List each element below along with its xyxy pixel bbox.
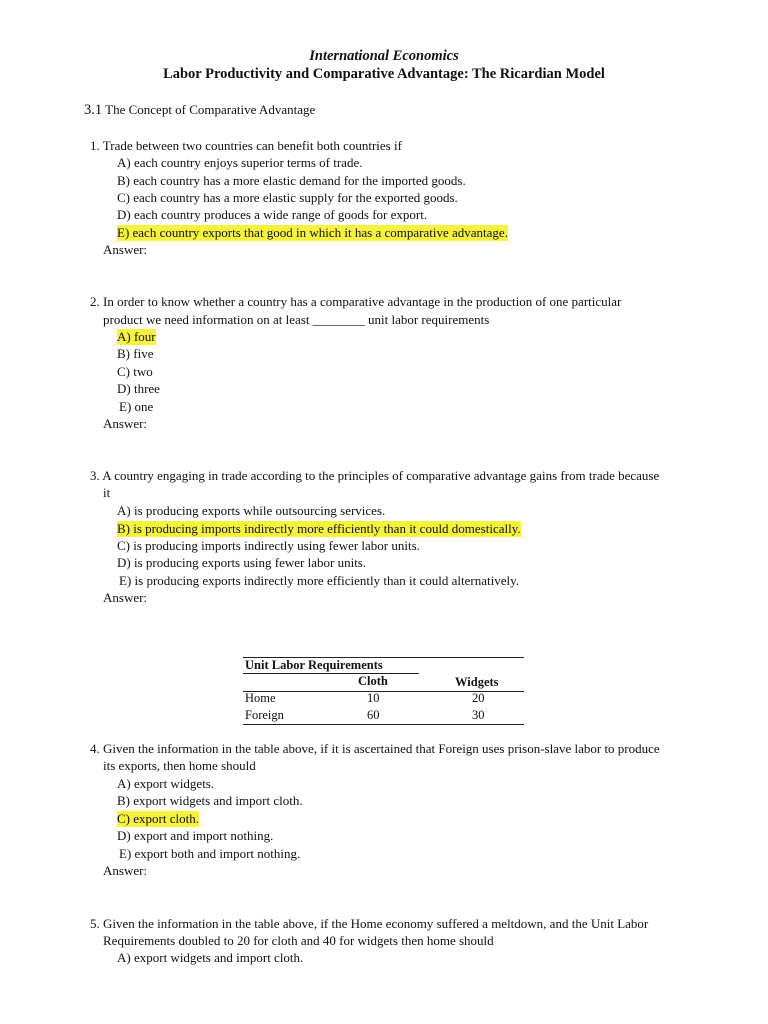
- q2-option-b: B) five: [117, 346, 154, 361]
- table-header-widgets: Widgets: [455, 675, 499, 689]
- q4-option-a: A) export widgets.: [117, 776, 215, 791]
- q3-option-b-highlighted: B) is producing imports indirectly more efficiently than it could domestically.: [117, 521, 521, 536]
- q1-option-b: B) each country has a more elastic demand for the imported goods.: [117, 173, 466, 188]
- table-row-foreign-label: Foreign: [245, 708, 284, 722]
- q3-stem-line1: 3. A country engaging in trade according to the principles of comparative advantage gains from trade because: [90, 468, 660, 483]
- table-bottom-rule: [243, 724, 524, 725]
- q4-stem-line1: 4. Given the information in the table above, if it is ascertained that Foreign uses prison-slave labor to produce: [90, 741, 660, 756]
- q4-option-d: D) export and import nothing.: [117, 828, 274, 843]
- q2-option-e: E) one: [119, 399, 154, 414]
- q1-option-e-highlighted: E) each country exports that good in which it has a comparative advantage.: [117, 225, 508, 240]
- q1-stem: 1. Trade between two countries can benefit both countries if: [90, 138, 402, 153]
- q3-option-e: E) is producing exports indirectly more efficiently than it could alternatively.: [119, 573, 519, 588]
- q2-stem-line2: product we need information on at least ________ unit labor requirements: [103, 312, 490, 327]
- q3-answer-label: Answer:: [103, 590, 148, 605]
- q2-stem-line1: 2. In order to know whether a country has a comparative advantage in the production of one particular: [90, 294, 622, 309]
- table-row-foreign-cloth: 60: [367, 708, 380, 722]
- q1-option-a: A) each country enjoys superior terms of trade.: [117, 155, 363, 170]
- q2-option-a-highlighted: A) four: [117, 329, 156, 344]
- q2-option-d: D) three: [117, 381, 160, 396]
- course-title: International Economics: [309, 48, 459, 64]
- q2-answer-label: Answer:: [103, 416, 148, 431]
- q5-stem-line1: 5. Given the information in the table above, if the Home economy suffered a meltdown, and the Unit Labor: [90, 916, 649, 931]
- section-heading: [84, 102, 315, 119]
- q5-option-a: A) export widgets and import cloth.: [117, 950, 304, 965]
- q1-option-c: C) each country has a more elastic supply for the exported goods.: [117, 190, 458, 205]
- q4-stem-line2: its exports, then home should: [103, 758, 256, 773]
- chapter-title: Labor Productivity and Comparative Advantage: The Ricardian Model: [163, 66, 605, 82]
- q5-stem-line2: Requirements doubled to 20 for cloth and 40 for widgets then home should: [103, 933, 494, 948]
- section-title: The Concept of Comparative Advantage: [105, 102, 316, 117]
- q3-option-a: A) is producing exports while outsourcing services.: [117, 503, 386, 518]
- q4-option-e: E) export both and import nothing.: [119, 846, 301, 861]
- table-row-home-label: Home: [245, 691, 276, 705]
- table-caption: Unit Labor Requirements: [245, 658, 383, 672]
- q1-answer-label: Answer:: [103, 242, 148, 257]
- q4-option-b: B) export widgets and import cloth.: [117, 793, 303, 808]
- q3-option-d: D) is producing exports using fewer labor units.: [117, 555, 367, 570]
- table-caption-rule: [243, 673, 419, 674]
- q2-option-c: C) two: [117, 364, 153, 379]
- q4-option-c-highlighted: C) export cloth.: [117, 811, 199, 826]
- table-row-home-widgets: 20: [472, 691, 485, 705]
- table-row-home-cloth: 10: [367, 691, 380, 705]
- table-header-cloth: Cloth: [358, 674, 388, 688]
- q1-option-d: D) each country produces a wide range of goods for export.: [117, 207, 428, 222]
- q3-stem-line2: it: [103, 485, 111, 500]
- section-number: 3.1: [84, 102, 103, 118]
- q3-option-c: C) is producing imports indirectly using fewer labor units.: [117, 538, 420, 553]
- table-row-foreign-widgets: 30: [472, 708, 485, 722]
- q4-answer-label: Answer:: [103, 863, 148, 878]
